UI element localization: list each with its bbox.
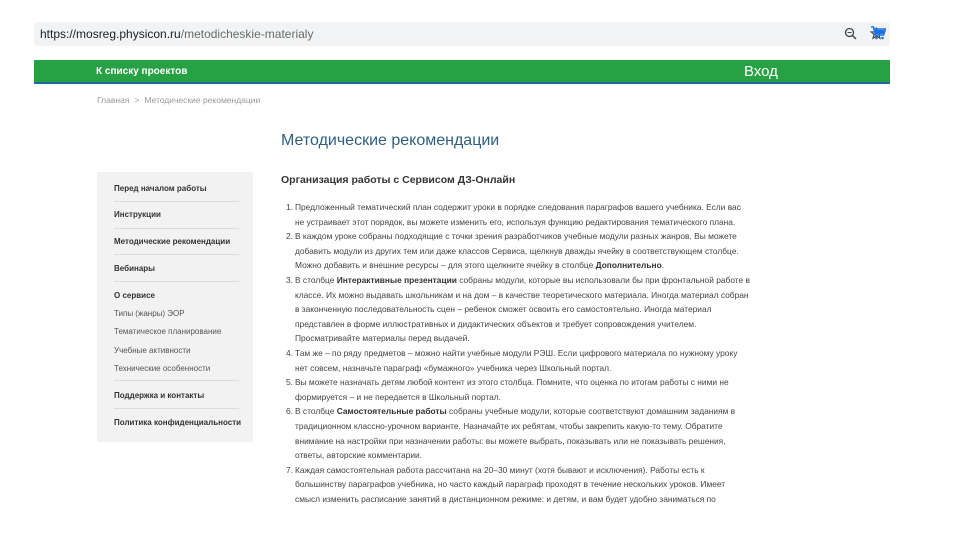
list-item-text: В каждом уроке собраны подходящие с точки зрения разработчиков учебные модули разных жанров. Вы можете добавить модули из других тем или даже классов Сервиса, щелкнув дважды ячейку в соответствующем столбце. Можно добавить и внешние ресурсы – для этого щелкните ячейку в столбце — [295, 231, 739, 271]
list-item-text: Предложенный тематический план содержит уроки в порядке следования параграфов вашего учебника. Если вас не устраивает этот порядок, вы можете изменить его, используя функцию редактирования тематического плана. — [295, 202, 741, 227]
sidebar-item-instructions[interactable]: Инструкции — [114, 210, 161, 219]
list-item-number: 7. — [286, 464, 293, 475]
sidebar — [97, 172, 253, 442]
breadcrumb — [97, 95, 260, 105]
list-item-bold: Самостоятельные работы — [336, 406, 447, 417]
list-item-number: 3. — [286, 274, 293, 285]
recommendations-list — [286, 200, 752, 506]
site-header — [34, 60, 890, 84]
sidebar-divider — [114, 228, 239, 229]
url-text[interactable] — [34, 27, 313, 41]
list-item-number: 4. — [286, 347, 293, 358]
address-bar[interactable] — [34, 22, 890, 46]
sidebar-divider — [114, 408, 239, 409]
list-item-text: собраны учебные модули, которые соответствуют домашним заданиям в традиционном классно-урочном варианте. Назначайте их ребятам, чтобы закрепить какую-то тему. Обратите внимание на настройки при назначении работы: вы можете выбрать, показывать или не показывать решения, ответы, авторские комментарии. — [295, 406, 736, 461]
sidebar-subitem-eor-types[interactable]: Типы (жанры) ЭОР — [114, 309, 185, 318]
sidebar-divider — [114, 254, 239, 255]
list-item-number: 6. — [286, 406, 293, 417]
cart-icon[interactable] — [870, 26, 888, 42]
breadcrumb-home[interactable]: Главная — [97, 95, 130, 105]
zoom-icon[interactable] — [842, 25, 858, 41]
login-link[interactable]: Вход — [744, 63, 778, 80]
sidebar-subitem-technical-features[interactable]: Технические особенности — [114, 364, 211, 373]
sidebar-divider — [114, 380, 239, 381]
list-item — [286, 273, 752, 346]
list-item-text: . — [661, 260, 665, 271]
sidebar-item-privacy[interactable]: Политика конфиденциальности — [114, 418, 242, 427]
sidebar-subitem-thematic-planning[interactable]: Тематическое планирование — [114, 327, 222, 336]
list-item — [286, 463, 752, 507]
url-host: https://mosreg.physicon.ru — [40, 27, 181, 41]
sidebar-item-support[interactable]: Поддержка и контакты — [114, 391, 205, 400]
breadcrumb-current: Методические рекомендации — [144, 95, 261, 105]
list-item — [286, 404, 752, 462]
list-item-bold: Дополнительно — [595, 260, 662, 271]
sidebar-item-before-start[interactable]: Перед началом работы — [114, 184, 207, 193]
page-title: Методические рекомендации — [281, 132, 500, 149]
list-item-bold: Интерактивные презентации — [336, 274, 457, 285]
sidebar-item-about[interactable]: О сервисе — [114, 291, 155, 300]
list-item-text: собраны модули, которые вы использовали бы при фронтальной работе в классе. Их можно выдавать школьникам и на дом – в качестве теоретического материала. Иногда материал собран в законченную последовательность сцен – ребенок сможет освоить его самостоятельно. Иногда материал представлен в форме иллюстративных и дидактических объектов и требует сопровождения учителем. Просматривайте материалы перед выдачей. — [295, 274, 750, 344]
list-item-text: В столбце — [295, 406, 337, 417]
sidebar-item-method-recommendations[interactable]: Методические рекомендации — [114, 237, 231, 246]
sidebar-subitem-learning-activities[interactable]: Учебные активности — [114, 346, 191, 355]
sidebar-item-webinars[interactable]: Вебинары — [114, 264, 155, 273]
list-item — [286, 200, 752, 229]
url-path: /metodicheskie-materialy — [180, 27, 314, 41]
sidebar-divider — [114, 201, 239, 202]
section-subtitle: Организация работы с Сервисом ДЗ-Онлайн — [281, 174, 516, 186]
sidebar-divider — [114, 281, 239, 282]
list-item-number: 5. — [286, 377, 293, 388]
list-item-text: Вы можете назначать детям любой контент из этого столбца. Помните, что оценка по итогам работы с ними не формируется – и не передается в Школьный портал. — [295, 377, 729, 402]
list-item-text: Там же – по ряду предметов – можно найти учебные модули РЭШ. Если цифрового материала по нужному уроку нет совсем, назначьте параграф «бумажного» учебника через Школьный портал. — [295, 347, 738, 373]
list-item-text: Каждая самостоятельная работа рассчитана на 20–30 минут (хотя бывают и исключения). Работы есть к большинству параграфов учебника, но часто каждый параграф проходят в течение нескольких уроков. Имеет смысл изменить расписание занятий в дистанционном режиме: и детям, и вам будет удобно заниматься по — [295, 464, 726, 504]
breadcrumb-separator: > — [134, 95, 140, 105]
projects-link[interactable]: К списку проектов — [96, 66, 188, 77]
list-item — [286, 375, 752, 404]
list-item-number: 2. — [286, 231, 293, 242]
list-item-number: 1. — [286, 202, 293, 212]
list-item — [286, 346, 752, 375]
list-item-text: В столбце — [295, 274, 337, 285]
list-item — [286, 229, 752, 273]
